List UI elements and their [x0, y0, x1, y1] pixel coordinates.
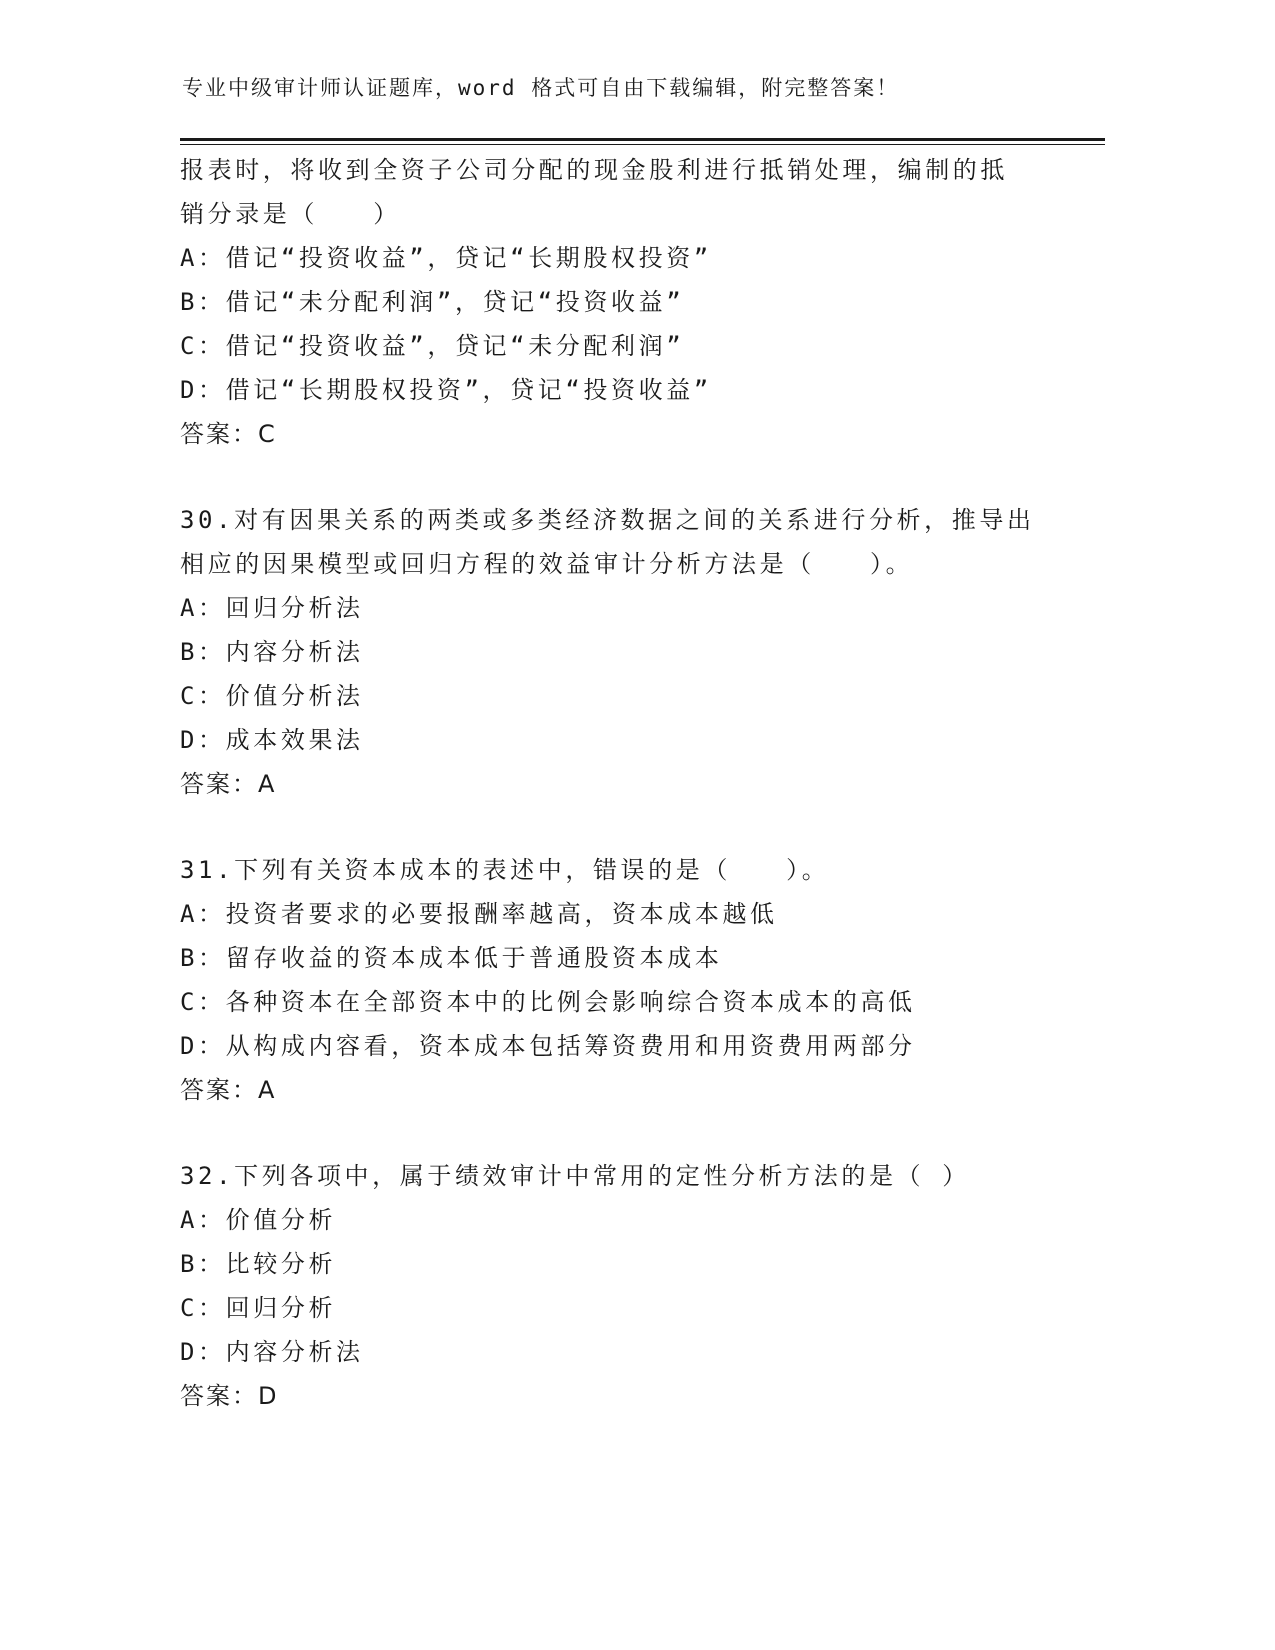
option-d: D：成本效果法: [180, 726, 364, 754]
option-b: B：比较分析: [180, 1250, 337, 1278]
question-30: [180, 498, 1100, 806]
question-content: [180, 148, 1100, 1418]
answer-line: 答案：A: [180, 770, 277, 798]
option-a: A：投资者要求的必要报酬率越高，资本成本越低: [180, 900, 778, 928]
page-header: 专业中级审计师认证题库，word 格式可自由下载编辑，附完整答案！: [182, 76, 900, 100]
question-stem-line: 30.对有因果关系的两类或多类经济数据之间的关系进行分析，推导出: [180, 506, 1035, 534]
answer-line: 答案：C: [180, 420, 277, 448]
option-c: C：回归分析: [180, 1294, 337, 1322]
option-a: A：借记“投资收益”，贷记“长期股权投资”: [180, 244, 712, 272]
option-c: C：借记“投资收益”，贷记“未分配利润”: [180, 332, 685, 360]
question-stem-line: 销分录是（ ）: [180, 200, 401, 228]
header-rule-thin: [180, 144, 1105, 145]
question-31: [180, 848, 1100, 1112]
option-b: B：留存收益的资本成本低于普通股资本成本: [180, 944, 723, 972]
option-d: D：借记“长期股权投资”，贷记“投资收益”: [180, 376, 712, 404]
answer-line: 答案：A: [180, 1076, 277, 1104]
option-d: D：从构成内容看，资本成本包括筹资费用和用资费用两部分: [180, 1032, 916, 1060]
question-stem-line: 32.下列各项中，属于绩效审计中常用的定性分析方法的是（ ）: [180, 1162, 970, 1190]
header-rule-thick: [180, 138, 1105, 141]
option-c: C：价值分析法: [180, 682, 364, 710]
question-32: [180, 1154, 1100, 1418]
option-d: D：内容分析法: [180, 1338, 364, 1366]
option-b: B：内容分析法: [180, 638, 364, 666]
option-c: C：各种资本在全部资本中的比例会影响综合资本成本的高低: [180, 988, 916, 1016]
question-29-continuation: [180, 148, 1100, 456]
option-a: A：回归分析法: [180, 594, 364, 622]
question-stem-line: 报表时，将收到全资子公司分配的现金股利进行抵销处理，编制的抵: [180, 156, 1008, 184]
option-b: B：借记“未分配利润”，贷记“投资收益”: [180, 288, 685, 316]
answer-line: 答案：D: [180, 1382, 279, 1410]
option-a: A：价值分析: [180, 1206, 337, 1234]
question-stem-line: 相应的因果模型或回归方程的效益审计分析方法是（ ）。: [180, 550, 914, 578]
question-stem-line: 31.下列有关资本成本的表述中，错误的是（ ）。: [180, 856, 830, 884]
